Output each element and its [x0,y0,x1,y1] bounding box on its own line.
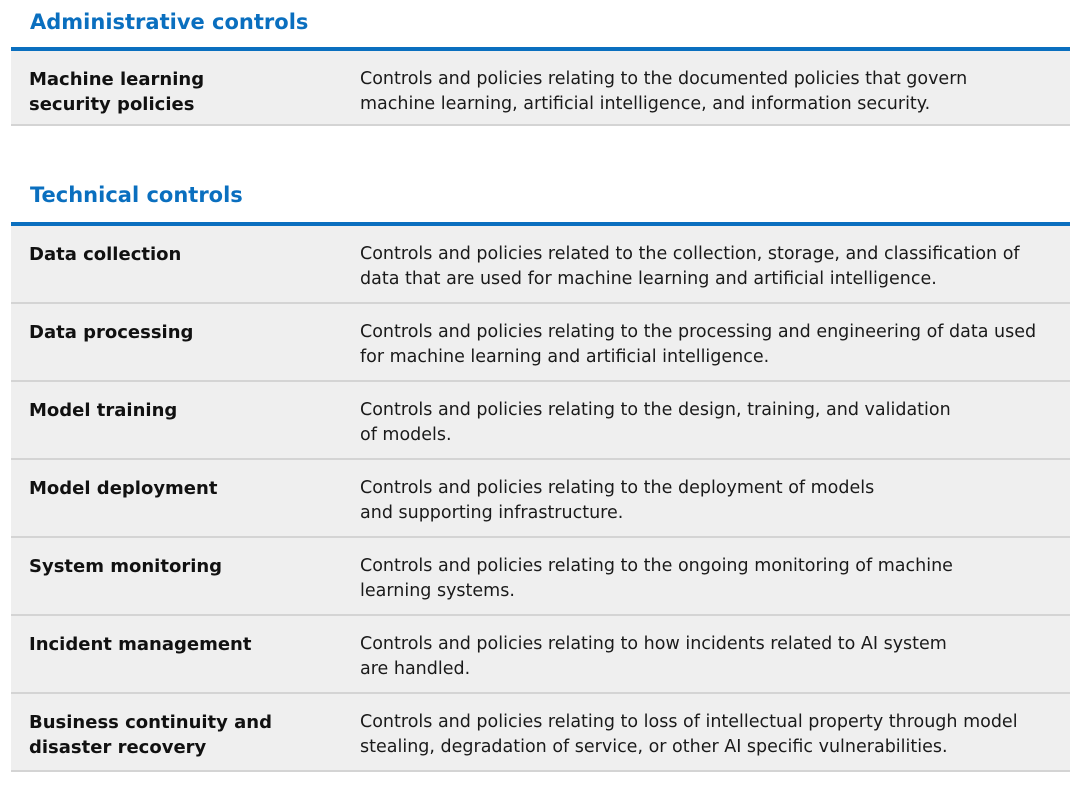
row-label: Model deployment [29,478,218,499]
table-row [11,51,1070,126]
row-label: System monitoring [29,556,223,577]
table-row [11,616,1070,694]
table-row [11,382,1070,460]
row-description: Controls and policies relating to the documented policies that govern machine learning, artificial intelligence, and information security. [360,69,968,114]
row-description: Controls and policies relating to loss of intellectual property through model stealing, degradation of service, or other AI specific vulnerabilities. [360,712,1018,757]
row-description: Controls and policies relating to the processing and engineering of data used for machine learning and artificial intelligence. [360,322,1037,367]
row-label: Incident management [29,634,252,655]
administrative-controls-table [11,47,1070,126]
section-title-administrative: Administrative controls [30,10,309,34]
technical-controls-table [11,222,1070,772]
table-row [11,538,1070,616]
row-description: Controls and policies relating to how incidents related to AI system are handled. [360,634,947,679]
row-description: Controls and policies relating to the deployment of models and supporting infrastructure. [360,478,875,523]
table-row [11,694,1070,772]
row-description: Controls and policies relating to the design, training, and validation of models. [360,400,951,445]
table-row [11,304,1070,382]
table-row [11,460,1070,538]
row-description: Controls and policies related to the collection, storage, and classification of data that are used for machine learning and artificial intelligence. [360,244,1020,289]
section-title-technical: Technical controls [30,183,243,207]
row-label: Data collection [29,244,182,265]
row-label: Model training [29,400,178,421]
row-label: Data processing [29,322,194,343]
table-row [11,226,1070,304]
row-label: Machine learning security policies [29,69,205,115]
row-label: Business continuity and disaster recovery [29,712,273,758]
row-description: Controls and policies relating to the ongoing monitoring of machine learning systems. [360,556,953,601]
